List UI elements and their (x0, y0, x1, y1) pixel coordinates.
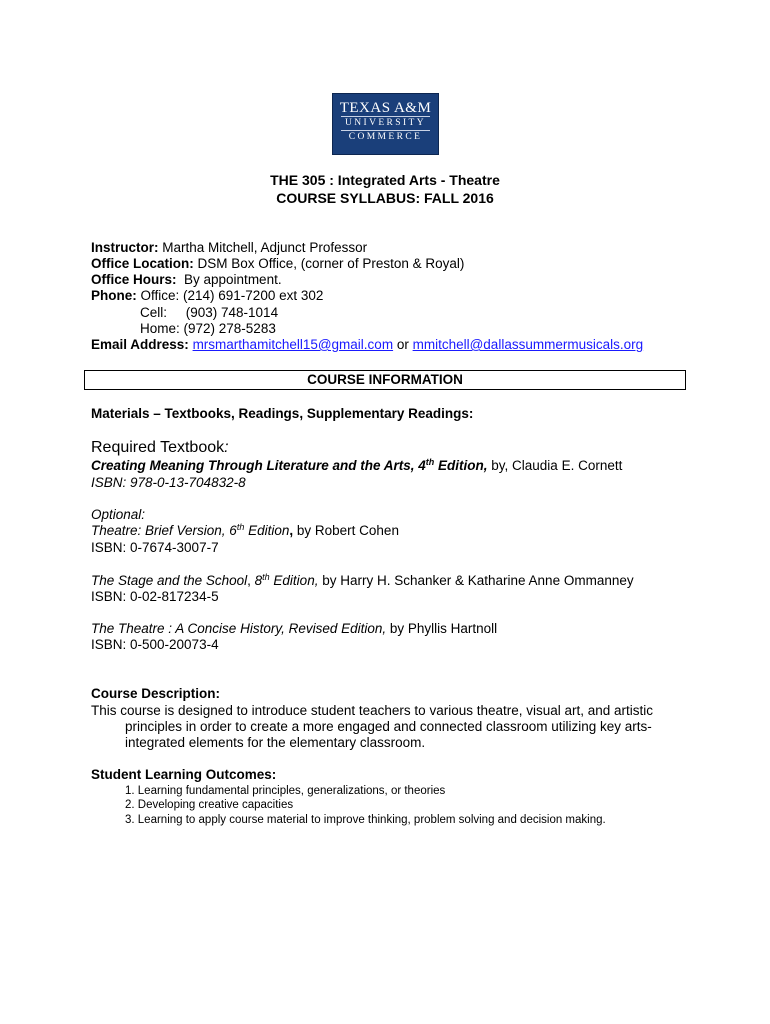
optional-book-3-author: by Phyllis Hartnoll (386, 621, 498, 636)
learning-outcome-3: 3. Learning to apply course material to improve thinking, problem solving and decision making. (125, 814, 606, 826)
optional-book-2-comma: , (247, 573, 255, 588)
office-hours-label: Office Hours: (91, 272, 177, 287)
learning-outcomes-heading: Student Learning Outcomes: (91, 767, 277, 782)
phone-line (91, 288, 323, 303)
university-logo (332, 93, 439, 155)
optional-book-1-isbn: ISBN: 0-7674-3007-7 (91, 540, 219, 555)
required-book-author: by, Claudia E. Cornett (487, 458, 623, 473)
optional-book-2-sup: th (262, 572, 270, 582)
logo-line-2: UNIVERSITY (345, 118, 426, 128)
optional-book-1 (91, 523, 399, 538)
optional-book-3-isbn: ISBN: 0-500-20073-4 (91, 637, 219, 652)
optional-book-1-author: by Robert Cohen (293, 523, 399, 538)
optional-book-3-title: The Theatre : A Concise History, Revised Edition, (91, 621, 387, 636)
phone-cell: Cell: (903) 748-1014 (140, 305, 279, 320)
learning-outcome-1: 1. Learning fundamental principles, generalizations, or theories (125, 785, 446, 797)
course-description-line-3: integrated elements for the elementary classroom. (125, 735, 426, 750)
phone-home: Home: (972) 278-5283 (140, 321, 276, 336)
optional-book-3 (91, 621, 497, 636)
office-location-value: DSM Box Office, (corner of Preston & Royal) (193, 256, 465, 271)
office-hours-value: By appointment. (176, 272, 282, 287)
email-line (91, 337, 643, 352)
logo-divider (341, 116, 430, 117)
optional-book-2-edition: Edition, (269, 573, 319, 588)
course-description-line-2: principles in order to create a more engaged and connected classroom utilizing key arts- (125, 719, 652, 734)
logo-line-3: COMMERCE (348, 132, 423, 142)
instructor-line (91, 240, 367, 255)
logo-divider (341, 130, 430, 131)
phone-office: Office: (214) 691-7200 ext 302 (136, 288, 324, 303)
office-location-line (91, 256, 464, 271)
optional-book-2-title: The Stage and the School (91, 573, 248, 588)
learning-outcome-2: 2. Developing creative capacities (125, 799, 294, 811)
phone-label: Phone: (91, 288, 137, 303)
optional-book-1-comma: , (289, 523, 294, 538)
optional-book-2-number: 8 (254, 573, 263, 588)
logo-line-1: TEXAS A&M (339, 100, 432, 116)
office-hours-line (91, 272, 282, 287)
optional-label-text: Optional (91, 507, 142, 522)
optional-book-1-title: Theatre: Brief Version, 6 (91, 523, 237, 538)
email-label: Email Address: (91, 337, 189, 352)
optional-book-1-sup: th (236, 522, 245, 532)
required-isbn: ISBN: 978-0-13-704832-8 (91, 475, 246, 490)
course-title: THE 305 : Integrated Arts - Theatre (270, 172, 500, 188)
office-location-label: Office Location: (91, 256, 194, 271)
required-heading-colon: : (224, 439, 229, 456)
optional-book-2-isbn: ISBN: 0-02-817234-5 (91, 589, 219, 604)
instructor-label: Instructor: (91, 240, 159, 255)
optional-book-2-author: by Harry H. Schanker & Katharine Anne Ommanney (318, 573, 634, 588)
required-book-line (91, 458, 622, 473)
materials-heading: Materials – Textbooks, Readings, Supplementary Readings: (91, 406, 474, 421)
optional-book-1-edition: Edition (244, 523, 290, 538)
email-or: or (393, 337, 413, 352)
syllabus-subtitle: COURSE SYLLABUS: FALL 2016 (276, 190, 494, 206)
email-link-gmail[interactable]: mrsmarthamitchell15@gmail.com (192, 337, 394, 352)
required-book-title: Creating Meaning Through Literature and the Arts, 4 (91, 458, 426, 473)
email-link-dsm[interactable]: mmitchell@dallassummermusicals.org (412, 337, 644, 352)
required-book-edition: Edition, (434, 458, 488, 473)
required-heading-text: Required Textbook (91, 439, 225, 456)
course-description-heading: Course Description: (91, 686, 221, 701)
course-description-line-1: This course is designed to introduce student teachers to various theatre, visual art, and artistic (91, 703, 654, 718)
optional-book-2 (91, 573, 634, 588)
required-book-sup: th (425, 457, 435, 467)
course-information-box: COURSE INFORMATION (84, 370, 686, 390)
instructor-value: Martha Mitchell, Adjunct Professor (158, 240, 368, 255)
optional-label-colon: : (141, 507, 146, 522)
required-textbook-heading (91, 439, 229, 457)
optional-label (91, 507, 145, 522)
